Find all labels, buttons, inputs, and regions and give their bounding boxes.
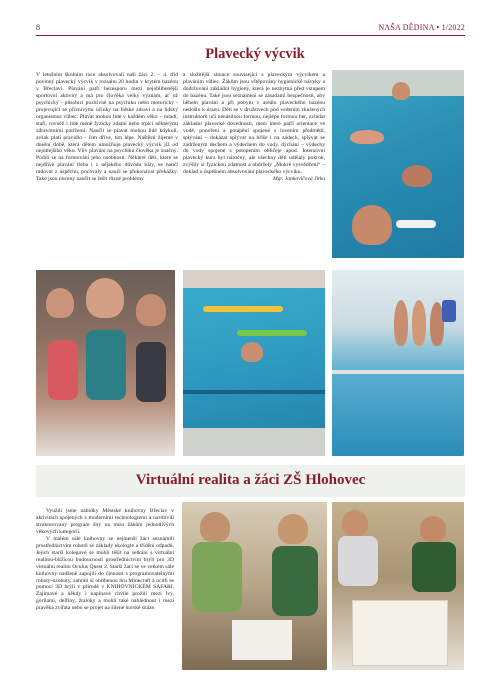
letter-mat	[352, 600, 448, 666]
pool-noodle	[237, 330, 307, 336]
swimsuit	[48, 340, 78, 400]
photo-pool-side	[332, 270, 464, 456]
child-shirt	[272, 546, 318, 616]
swimmer-body	[402, 165, 432, 187]
lane-rope	[183, 390, 325, 394]
child-head	[200, 512, 230, 542]
article-title-vr: Virtuální realita a žáci ZŠ Hlohovec	[135, 472, 366, 488]
game-mat	[232, 620, 292, 660]
child-face	[136, 294, 166, 326]
swimsuit	[136, 342, 166, 402]
photo-pool-edge	[183, 270, 325, 288]
child-head	[342, 510, 368, 536]
photo-pool-swimmers	[332, 70, 464, 258]
swim-board	[396, 220, 436, 228]
photo-kids-floor-game	[182, 502, 327, 670]
article-vr-column	[36, 508, 174, 612]
article-vr-paragraph-2: V malém sále knihovny se nejmenší žáci seznámili prostřednictvím robotů se základy ekologie a třídění odpadů. Jejich starší kolegové se mohli těšit na setkání s virtuální realitou-blížícou budoucností prostřednictvím brýlí pro 3D virtuální realitu Oculus Quest 2. Starší žáci se ve velkém sále knihovny nadšeně zapojili do činnosti s programovatelnými roboty-ozoboty, zahráli si oblíbenou hru Minecraft a ocitli se pomocí 3D brýlí v přírodě v KNIHOVNICKÉM SAFARI. Zajímavé a někdy i napínavé chvíle prožili mezi lvy, gorilami, delfíny, žraloky a mohli také nahlédnout i mezi pravěká zvířata nebo se projet na šílené horské dráze.	[36, 535, 174, 612]
child-standing	[412, 300, 426, 346]
child-head	[420, 516, 446, 542]
publication-title: NAŠA DĚDINA • 1/2022	[378, 23, 465, 32]
header-divider	[36, 35, 465, 36]
child-shirt	[412, 542, 456, 592]
child-shirt	[192, 542, 242, 612]
swimmer-body	[350, 130, 384, 144]
instructor-shirt	[442, 300, 456, 322]
child-face	[86, 278, 124, 318]
photo-kids-robot-mat	[332, 502, 464, 670]
swimmer-head	[241, 342, 263, 362]
article-swimming-column-2	[183, 72, 325, 183]
child-shirt	[338, 536, 378, 586]
swimsuit	[86, 330, 126, 400]
page-number: 8	[36, 23, 40, 32]
pool-noodle	[203, 306, 283, 312]
swimmer-boy	[352, 205, 392, 245]
article-vr-paragraph-1: Využili jsme nabídky Městské knihovny Břeclav v aktivitách spojených s moderními technologiemi a navštívili strukturovaný program šitý na míru žákům jednotlivých věkových kategorií.	[36, 508, 174, 535]
swimmer-head	[392, 82, 410, 100]
article-swimming-column-1: V letošním školním roce absolvovali naši žáci 2. – 4. tříd povinný plavecký výcvik v rozsahu 20 hodin v krytém bazénu v Břeclavi. Plavání patří bezesporu mezi nejoblíbenější sportovní aktivity a má pro člověka velký význam, ať už psychický - působící pozitivně na psychiku nebo motorický - projevující se příznivými účinky na lidské zdraví a na lidský organismus vůbec. Plavat mohou lidé v každém věku – mladí, staří, rovněž i lidé méně fyzicky zdatní nebo trpící některými zdravotními potížemi. Naučit se plavat mohou lidé kdykoli, avšak platí pravidlo - čím dříve, tím lépe. Naštěstí žijeme v dnešní době, která dětem umožňuje plavecký výcvik již od nejútlejšího věku. Vliv plavání na psychiku člověka je značný. Podílí se na formování jeho osobnosti. Některé děti, které se nejdříve plavání třeba i z nějakého důvodu bály, se naučí radovat z úspěchu, pochvaly a naučí se překonávat překážky. Také jsou nuceny naučit se řešit různé problémy	[36, 72, 178, 183]
page-header	[36, 20, 465, 36]
article-swimming-column-2-text: a složitější situace související s plaveckým výcvikem a plaváním vůbec. Žákům jsou vštěpovány hygienické návyky a dodržování základní hygieny, která je nezbytná před vstupem do bazénu. Také jsou seznámeni se zásadami bezpečnosti, aby během plavání a při pobytu v areálu plaveckého bazénu nedošlo k úrazu. Děti se v družstvech pod vedením zkušených instruktorů učí nenásilnou formou, nejlépe formou her, zvládat základní plavecké dovednosti, mezi které patří orientace ve vodě, ponoření a potápění spojené s lovením předmětů, splývání – dokázat splývat na břiše i na zádech, splývat se zadrženým dechem a výdechem do vody, dýchání – výdechy do vody spojené s potopením obličeje apod. Intenzivní plavecký kurz byl náročný, ale všechny děti udělaly pokrok, zvýšily si fyzickou zdatnost a obdržely „Mokré vysvědčení“ – doklad o úspěšném absolvování plaveckého výcviku.	[183, 72, 325, 176]
child-head	[278, 514, 308, 544]
photo-pool-edge	[183, 428, 325, 456]
photo-pool-noodles	[183, 270, 325, 456]
photo-kids-poolside	[36, 270, 175, 456]
child-standing	[394, 300, 408, 346]
author-signature: Mgr. Jankovičová Jitka	[272, 176, 325, 183]
pool-edge-line	[332, 370, 464, 374]
article-title-swimming: Plavecký výcvik	[205, 46, 305, 62]
child-face	[46, 288, 74, 318]
